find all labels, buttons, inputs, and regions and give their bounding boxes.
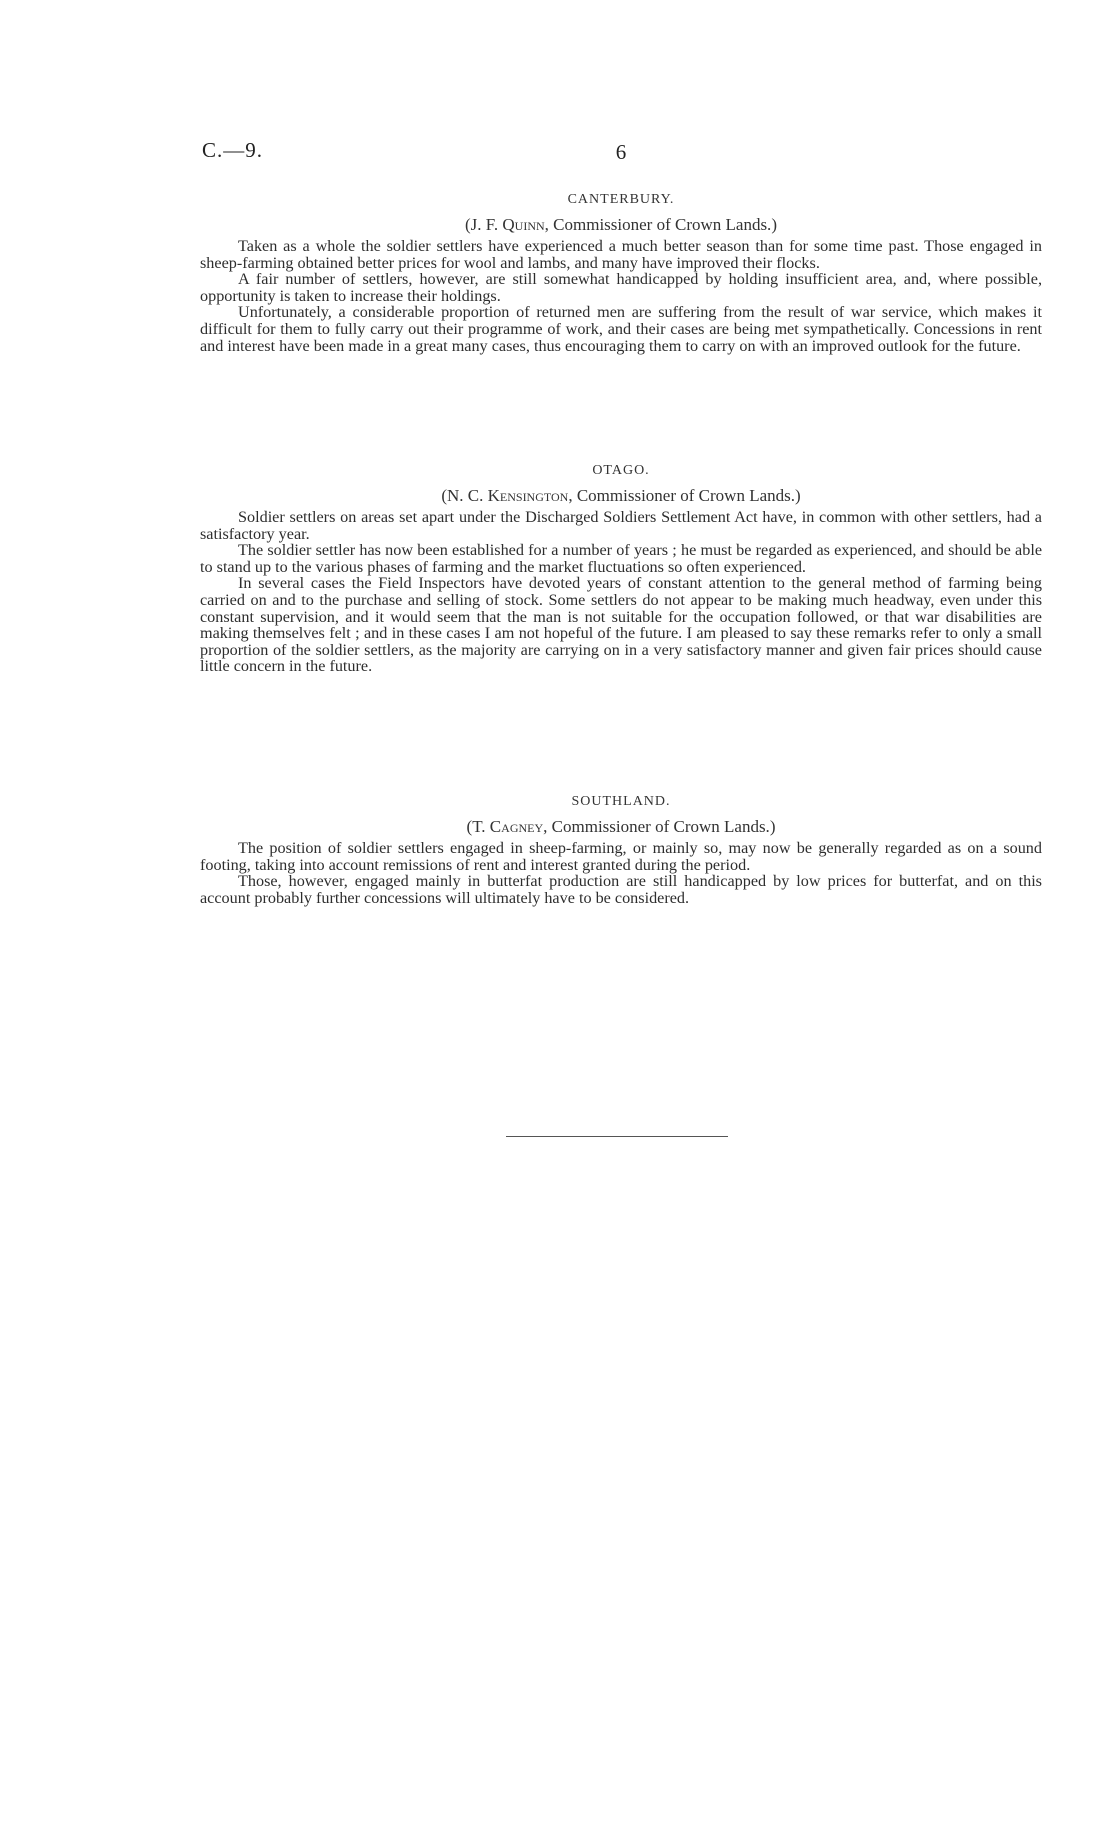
paragraph: A fair number of settlers, however, are still somewhat handicapped by holding insufficient area, and, where possible, opportunity is taken to increase their holdings. [200,270,1042,305]
paragraph: The position of soldier settlers engaged in sheep-farming, or mainly so, may now be generally regarded as on a sound footing, taking into account remissions of rent and interest granted during the period. [200,839,1042,874]
section-title: OTAGO. [592,463,650,478]
commissioner-line: (N. C. Kensington, Commissioner of Crown Lands.) [441,486,801,505]
paragraph: Taken as a whole the soldier settlers have experienced a much better season than for some time past. Those engaged in sheep-farming obtained better prices for wool and lambs, and many have improved their flocks. [200,237,1042,272]
paragraph: In several cases the Field Inspectors have devoted years of constant attention to the general method of farming being carried on and to the purchase and selling of stock. Some settlers do not appear to be making much headway, even under this constant supervision, and it would seem that the man is not suitable for the occupation followed, or that war disabilities are making themselves felt ; and in these cases I am not hopeful of the future. I am pleased to say these remarks refer to only a small proportion of the soldier settlers, as the majority are carrying on in a very satisfactory manner and given fair prices should cause little concern in the future. [200,574,1042,676]
commissioner-line: (J. F. Quinn, Commissioner of Crown Lands.) [465,215,777,234]
page-number: 6 [615,140,627,164]
section-title: CANTERBURY. [567,192,675,207]
commissioner-name: J. F. Quinn [470,215,545,234]
paragraph: Those, however, engaged mainly in butterfat production are still handicapped by low prices for butterfat, and on this account probably further concessions will ultimately have to be considered. [200,872,1042,907]
commissioner-name: N. C. Kensington [447,486,569,505]
commissioner-line: (T. Cagney, Commissioner of Crown Lands.) [466,817,776,836]
paragraph: Soldier settlers on areas set apart under the Discharged Soldiers Settlement Act have, in common with other settlers, had a satisfactory year. [200,508,1042,543]
paragraph: The soldier settler has now been established for a number of years ; he must be regarded as experienced, and should be able to stand up to the various phases of farming and the market fluctuations so often experienced. [200,541,1042,576]
commissioner-name: T. Cagney [472,817,544,836]
section-southland [200,792,1042,906]
end-rule [506,1136,728,1137]
paragraph: Unfortunately, a considerable proportion of returned men are suffering from the result of war service, which makes it difficult for them to fully carry out their programme of work, and their cases are being met sympathetically. Concessions in rent and interest have been made in a great many cases, thus encouraging them to carry on with an improved outlook for the future. [200,303,1042,355]
document-page [200,0,1042,1848]
commissioner-role: , Commissioner of Crown Lands. [543,817,770,836]
commissioner-role: , Commissioner of Crown Lands. [568,486,795,505]
section-otago [200,461,1042,675]
document-reference: C.—9. [202,138,264,162]
section-title: SOUTHLAND. [571,794,671,809]
section-canterbury [200,190,1042,354]
commissioner-role: , Commissioner of Crown Lands. [544,215,772,234]
